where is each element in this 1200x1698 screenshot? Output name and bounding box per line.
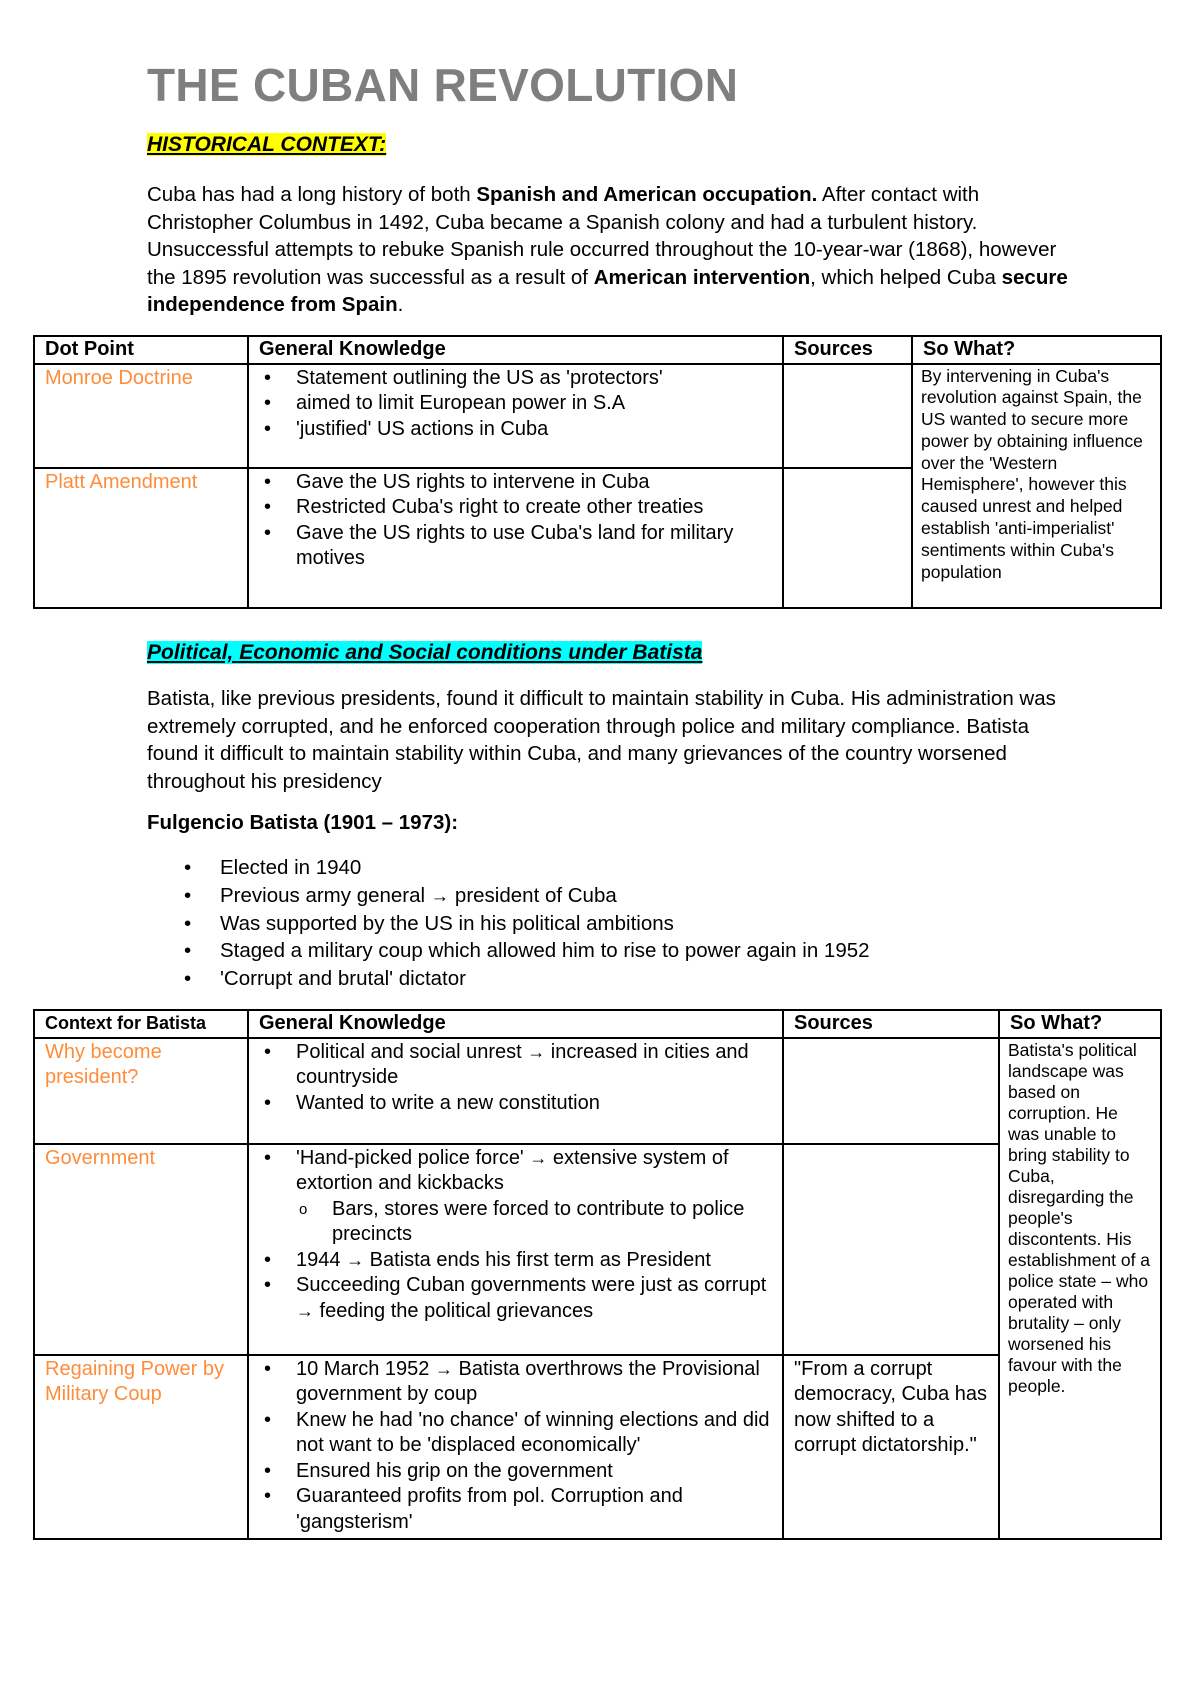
list-item: • Guaranteed profits from pol. Corruption and 'gangsterism' xyxy=(259,1484,772,1535)
text-run: , which helped Cuba xyxy=(810,265,1002,289)
list-item: • Gave the US rights to intervene in Cuba xyxy=(259,470,772,496)
historical-context-heading xyxy=(147,133,386,157)
arrow-icon: → xyxy=(430,884,450,906)
table-header-row xyxy=(34,1010,1161,1038)
column-header: So What? xyxy=(912,336,1161,364)
column-header: General Knowledge xyxy=(248,336,783,364)
arrow-icon: → xyxy=(529,1147,548,1168)
text-run: Previous army general xyxy=(220,883,431,907)
text-run: After contact with Christopher Columbus in 1492, Cuba became a Spanish colony and had a turbulent history. Unsuccessful attempts to rebuke Spanish rule occurred throughout the 10-year-war (1868), however the 1895 revolution was successful as a result of xyxy=(147,183,1057,289)
text-run: 10 March 1952 xyxy=(296,1357,435,1380)
list-item: • aimed to limit European power in S.A xyxy=(259,391,772,417)
general-knowledge-cell xyxy=(248,1038,783,1144)
column-header: General Knowledge xyxy=(248,1010,783,1038)
dot-point-cell: Platt Amendment xyxy=(34,468,248,608)
list-item: • Wanted to write a new constitution xyxy=(259,1091,772,1117)
arrow-icon: → xyxy=(346,1249,365,1270)
dot-point-cell: Monroe Doctrine xyxy=(34,364,248,468)
bullet-list xyxy=(259,1040,772,1117)
batista-paragraph: Batista, like previous presidents, found it difficult to maintain stability in Cuba. His administration was extremely corrupted, and he enforced cooperation through police and military compliance. Batista found it difficult to maintain stability within Cuba, and many grievances of the country worsened throughout his presidency xyxy=(147,687,1056,793)
batista-subheading: Fulgencio Batista (1901 – 1973): xyxy=(147,811,459,834)
batista-context-table xyxy=(33,1009,1162,1540)
list-item xyxy=(259,1273,772,1324)
batista-section-heading-text: Political, Economic and Social conditions under Batista xyxy=(147,641,703,664)
general-knowledge-cell xyxy=(248,364,783,468)
arrow-icon: → xyxy=(434,1358,453,1379)
column-header: So What? xyxy=(999,1010,1161,1038)
list-item: • Staged a military coup which allowed him to rise to power again in 1952 xyxy=(147,937,870,965)
list-item: • Restricted Cuba's right to create other treaties xyxy=(259,495,772,521)
context-cell: Government xyxy=(34,1144,248,1355)
text-run: Batista ends his first term as President xyxy=(364,1248,711,1271)
historical-context-paragraph xyxy=(147,181,1082,319)
sources-cell xyxy=(783,1038,999,1144)
page-title: THE CUBAN REVOLUTION xyxy=(147,59,739,111)
batista-bullet-list xyxy=(147,854,870,993)
table-row xyxy=(34,1355,1161,1539)
list-item: • Gave the US rights to use Cuba's land for military motives xyxy=(259,521,772,572)
bold-run: Spanish and American occupation. xyxy=(476,183,818,206)
arrow-icon: → xyxy=(527,1041,546,1062)
text-run: increased in cities and countryside xyxy=(296,1040,749,1088)
column-header: Sources xyxy=(783,1010,999,1038)
list-item: • 'Corrupt and brutal' dictator xyxy=(147,965,870,993)
column-header: Context for Batista xyxy=(34,1010,248,1038)
list-item: • 'justified' US actions in Cuba xyxy=(259,417,772,443)
text-run: Batista overthrows the Provisional government by coup xyxy=(296,1357,760,1405)
bullet-list xyxy=(259,1357,772,1536)
text-run: 1944 xyxy=(296,1248,347,1271)
text-run: feeding the political grievances xyxy=(314,1299,594,1322)
general-knowledge-cell xyxy=(248,1355,783,1539)
list-item xyxy=(259,1040,772,1091)
table-row xyxy=(34,364,1161,468)
historical-context-heading-text: HISTORICAL CONTEXT: xyxy=(147,133,387,156)
column-header: Dot Point xyxy=(34,336,248,364)
bullet-list xyxy=(259,1146,772,1325)
list-item: • Statement outlining the US as 'protectors' xyxy=(259,366,772,392)
list-item: • Was supported by the US in his political ambitions xyxy=(147,910,870,938)
sources-cell xyxy=(783,364,912,468)
list-item: • Knew he had 'no chance' of winning elections and did not want to be 'displaced economically' xyxy=(259,1408,772,1459)
table-header-row xyxy=(34,336,1161,364)
column-header: Sources xyxy=(783,336,912,364)
bullet-list xyxy=(259,366,772,443)
text-run: Cuba has had a long history of both xyxy=(147,183,477,206)
text-run: . xyxy=(397,293,404,316)
list-item xyxy=(259,1146,772,1248)
bold-run: American intervention xyxy=(593,265,811,289)
text-run: president of Cuba xyxy=(449,883,617,907)
list-item: • Elected in 1940 xyxy=(147,854,870,882)
context-cell: Why become president? xyxy=(34,1038,248,1144)
general-knowledge-cell xyxy=(248,468,783,608)
general-knowledge-cell xyxy=(248,1144,783,1355)
table-row xyxy=(34,1038,1161,1144)
so-what-cell: Batista's political landscape was based on corruption. He was unable to bring stability to Cuba, disregarding the people's discontents. His establishment of a police state – who operated with brutality – only worsened his favour with the people. xyxy=(999,1038,1161,1539)
bold-run: secure independence from Spain xyxy=(147,265,1068,316)
batista-section-heading xyxy=(147,641,702,665)
context-cell: Regaining Power by Military Coup xyxy=(34,1355,248,1539)
arrow-icon: → xyxy=(296,1300,314,1321)
sub-bullet-list xyxy=(259,1197,772,1248)
sources-cell xyxy=(783,1144,999,1355)
text-run: Succeeding Cuban governments were just as corrupt xyxy=(296,1274,767,1296)
list-item xyxy=(147,882,870,910)
list-item: • Ensured his grip on the government xyxy=(259,1459,772,1485)
table-row xyxy=(34,1144,1161,1355)
list-item xyxy=(259,1357,772,1408)
so-what-cell: By intervening in Cuba's revolution against Spain, the US wanted to secure more power by obtaining influence over the 'Western Hemisphere', however this caused unrest and helped establish 'anti-imperialist' sentiments within Cuba's population xyxy=(912,364,1161,608)
bullet-list xyxy=(259,470,772,572)
text-run: 'Hand-picked police force' xyxy=(296,1146,530,1169)
dot-point-table xyxy=(33,335,1162,609)
text-run: Political and social unrest xyxy=(296,1040,528,1063)
sources-cell: "From a corrupt democracy, Cuba has now shifted to a corrupt dictatorship." xyxy=(783,1355,999,1539)
text-run: extensive system of extortion and kickbacks xyxy=(296,1146,729,1194)
list-item xyxy=(259,1248,772,1274)
sub-list-item: o Bars, stores were forced to contribute to police precincts xyxy=(259,1197,772,1248)
sources-cell xyxy=(783,468,912,608)
